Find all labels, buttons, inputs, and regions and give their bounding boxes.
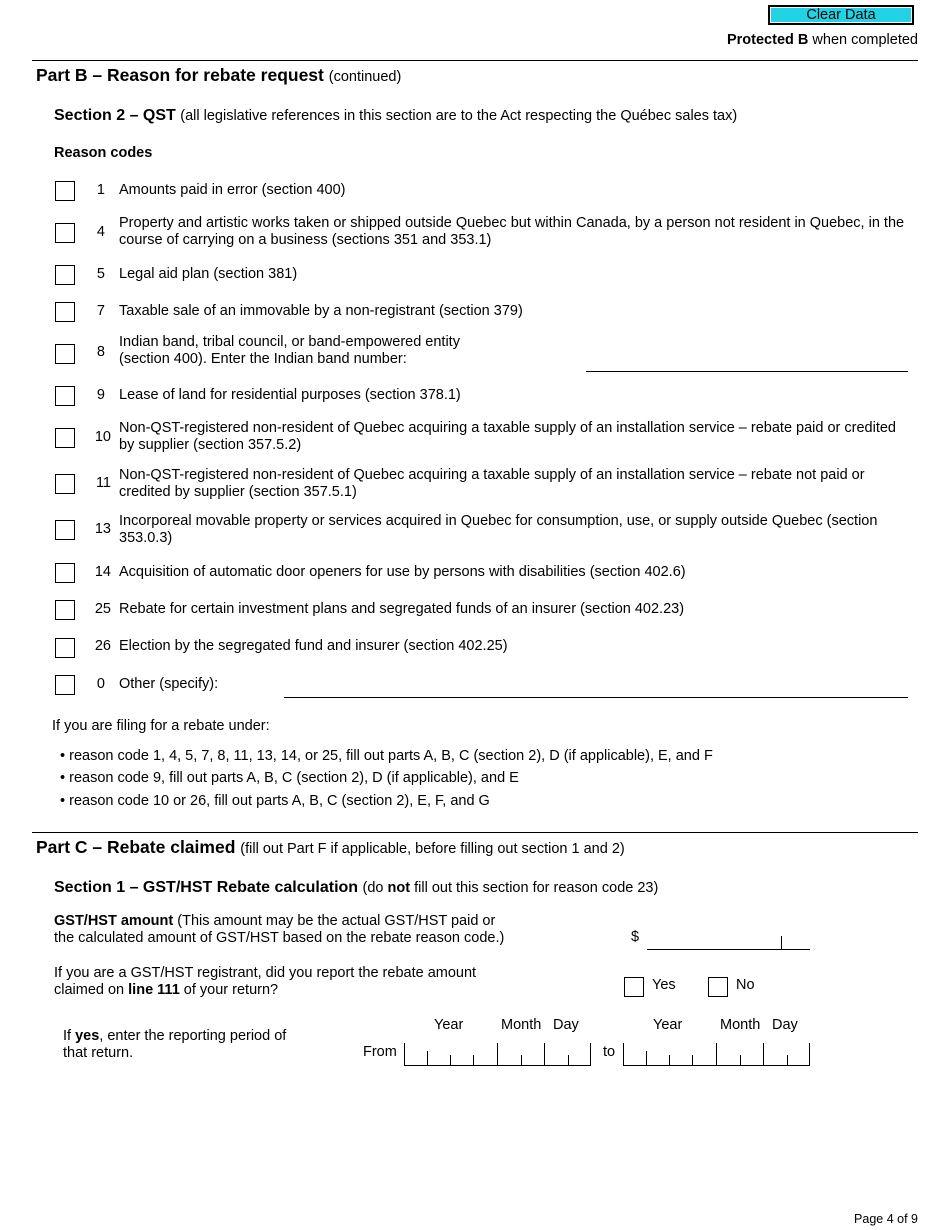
from-label: From — [363, 1044, 397, 1060]
date-divider — [646, 1051, 647, 1065]
date-divider — [473, 1055, 474, 1065]
reason-code-9-checkbox[interactable] — [55, 386, 75, 406]
to-day-header: Day — [772, 1017, 798, 1033]
reason-code-number: 26 — [94, 638, 111, 654]
section-1-note: (do not fill out this section for reason code 23) — [362, 880, 659, 896]
protected-b-notice — [727, 32, 918, 48]
reason-code-4-checkbox[interactable] — [55, 223, 75, 243]
filing-bullet: • reason code 10 or 26, fill out parts A, B, C (section 2), E, F, and G — [60, 793, 490, 809]
section-2-note: (all legislative references in this section are to the Act respecting the Québec sales tax) — [180, 108, 738, 124]
section-2-title: Section 2 – QST (all legislative references in this section are to the Act respecting the Québec sales tax) — [54, 107, 738, 124]
reason-code-text: Amounts paid in error (section 400) — [119, 182, 346, 198]
date-divider — [427, 1051, 428, 1065]
reason-code-text: Lease of land for residential purposes (section 378.1) — [119, 387, 461, 403]
reason-code-11-checkbox[interactable] — [55, 474, 75, 494]
to-month-header: Month — [720, 1017, 761, 1033]
reason-code-14-checkbox[interactable] — [55, 563, 75, 583]
indian-band-number-field[interactable] — [586, 371, 908, 372]
gst-hst-amount-input[interactable] — [647, 933, 810, 950]
reason-code-25-checkbox[interactable] — [55, 600, 75, 620]
currency-symbol: $ — [631, 929, 640, 945]
reason-code-8-checkbox[interactable] — [55, 344, 75, 364]
to-label: to — [603, 1044, 616, 1060]
date-divider — [692, 1055, 693, 1065]
reason-code-text: Non-QST-registered non-resident of Quebec acquiring a taxable supply of an installation service – rebate paid or credited by supplier (section 357.5.2) — [119, 420, 896, 453]
filing-intro: If you are filing for a rebate under: — [52, 718, 270, 734]
reason-code-26-checkbox[interactable] — [55, 638, 75, 658]
reason-code-13-checkbox[interactable] — [55, 520, 75, 540]
reason-code-number: 4 — [96, 224, 105, 240]
reason-code-text: Property and artistic works taken or shipped outside Quebec but within Canada, by a person not resident in Quebec, in the course of carrying on a business (sections 351 and 353.1) — [119, 215, 905, 248]
reason-code-text: Non-QST-registered non-resident of Quebec acquiring a taxable supply of an installation service – rebate not paid or credited by supplier (section 357.5.1) — [119, 467, 865, 500]
reason-code-10-checkbox[interactable] — [55, 428, 75, 448]
section-1-title: Section 1 – GST/HST Rebate calculation (do not fill out this section for reason code 23) — [54, 879, 659, 896]
date-divider — [787, 1055, 788, 1065]
reason-code-text: Incorporeal movable property or services acquired in Quebec for consumption, use, or supply outside Quebec (section 353.0.3) — [119, 513, 878, 546]
from-date-input[interactable] — [404, 1043, 591, 1066]
to-date-input[interactable] — [623, 1043, 810, 1066]
cents-divider — [781, 936, 782, 949]
reason-code-number: 11 — [95, 475, 111, 491]
reporting-period-label: If yes, enter the reporting period of that return. — [63, 1028, 287, 1061]
reason-code-number: 5 — [96, 266, 105, 282]
reason-code-1-checkbox[interactable] — [55, 181, 75, 201]
reason-code-7-checkbox[interactable] — [55, 302, 75, 322]
reason-codes-heading: Reason codes — [54, 145, 153, 161]
date-divider — [544, 1043, 545, 1065]
gst-hst-amount-label: GST/HST amount (This amount may be the actual GST/HST paid or the calculated amount of GST/HST based on the rebate reason code.) — [54, 913, 505, 946]
from-year-header: Year — [434, 1017, 464, 1033]
reason-code-number: 10 — [94, 429, 111, 445]
reason-code-number: 14 — [94, 564, 111, 580]
from-day-header: Day — [553, 1017, 579, 1033]
from-month-header: Month — [501, 1017, 542, 1033]
filing-bullet: • reason code 9, fill out parts A, B, C (section 2), D (if applicable), and E — [60, 770, 519, 786]
date-divider — [740, 1055, 741, 1065]
date-divider — [716, 1043, 717, 1065]
reason-code-number: 13 — [94, 521, 111, 537]
registrant-no-checkbox[interactable] — [708, 977, 728, 997]
reason-code-text: Taxable sale of an immovable by a non-registrant (section 379) — [119, 303, 523, 319]
reason-code-0-checkbox[interactable] — [55, 675, 75, 695]
part-b-title: Part B – Reason for rebate request (continued) — [36, 65, 402, 85]
reason-code-number: 25 — [94, 601, 111, 617]
date-divider — [568, 1055, 569, 1065]
reason-code-text: Election by the segregated fund and insurer (section 402.25) — [119, 638, 508, 654]
reason-code-number: 8 — [96, 344, 105, 360]
reason-code-text: Other (specify): — [119, 676, 219, 692]
reason-code-5-checkbox[interactable] — [55, 265, 75, 285]
yes-label: Yes — [652, 977, 676, 993]
reason-code-text: Legal aid plan (section 381) — [119, 266, 298, 282]
reason-code-text: Acquisition of automatic door openers for use by persons with disabilities (section 402.6) — [119, 564, 686, 580]
date-divider — [763, 1043, 764, 1065]
reason-code-number: 1 — [96, 182, 105, 198]
reason-code-text: Indian band, tribal council, or band-empowered entity (section 400). Enter the Indian band number: — [119, 334, 460, 367]
date-divider — [497, 1043, 498, 1065]
top-divider — [32, 60, 918, 61]
reason-code-number: 0 — [96, 676, 105, 692]
filing-bullet: • reason code 1, 4, 5, 7, 8, 11, 13, 14, or 25, fill out parts A, B, C (section 2), D (if applicable), E, and F — [60, 748, 713, 764]
date-divider — [669, 1055, 670, 1065]
other-specify-field[interactable] — [284, 697, 908, 698]
reason-code-number: 9 — [96, 387, 105, 403]
date-divider — [590, 1043, 591, 1065]
part-b-title-note: (continued) — [328, 69, 402, 85]
part-c-title-note: (fill out Part F if applicable, before filling out section 1 and 2) — [240, 841, 625, 857]
date-divider — [450, 1055, 451, 1065]
reason-code-number: 7 — [96, 303, 105, 319]
clear-data-button[interactable]: Clear Data — [768, 5, 914, 25]
registrant-question: If you are a GST/HST registrant, did you report the rebate amount claimed on line 111 of your return? — [54, 965, 477, 998]
date-divider — [404, 1043, 405, 1065]
date-divider — [809, 1043, 810, 1065]
protected-b-suffix: when completed — [808, 32, 918, 48]
page-number: Page 4 of 9 — [854, 1212, 918, 1226]
reason-code-text: Rebate for certain investment plans and segregated funds of an insurer (section 402.23) — [119, 601, 685, 617]
to-year-header: Year — [653, 1017, 683, 1033]
registrant-yes-checkbox[interactable] — [624, 977, 644, 997]
date-divider — [623, 1043, 624, 1065]
protected-b-label: Protected B — [726, 32, 809, 48]
no-label: No — [736, 977, 755, 993]
date-divider — [521, 1055, 522, 1065]
part-c-divider — [32, 832, 918, 833]
part-c-title: Part C – Rebate claimed (fill out Part F if applicable, before filling out section 1 and 2) — [36, 837, 625, 857]
